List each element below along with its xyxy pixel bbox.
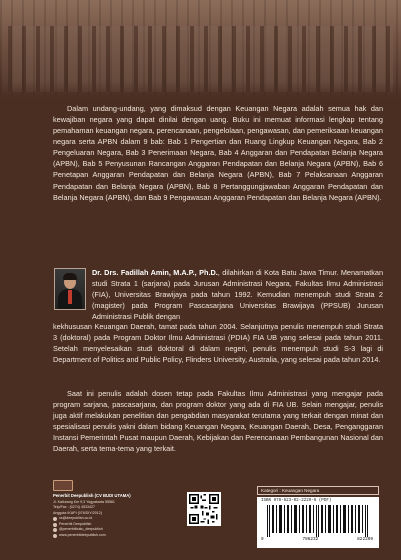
author-name: Dr. Drs. Fadillah Amin, M.A.P., Ph.D.: [92, 268, 218, 277]
author-bio-intro-text: , dilahirkan di Kota Batu Jawa Timur. Menamatkan studi Strata 1 (sarjana) pada Jurusan Administrasi Negara, Fakultas Ilmu Administrasi (FIA), Universitas Brawijaya pada tahun 1992. Kemudian menempuh studi Strata 2 (magister) pada Program Pascasarjana Universitas Brawijaya (PPSUB) Jurusan Administrasi Publik dengan: [92, 268, 384, 322]
author-tie: [68, 290, 72, 304]
publisher-name: Penerbit Deepublish (CV BUDI UTAMA): [53, 493, 131, 498]
photo-fade: [0, 82, 401, 100]
qr-code: [187, 492, 221, 526]
category-label: Kategori : Keuangan Negara: [257, 486, 379, 495]
email-icon: [53, 517, 57, 521]
publisher-logo: [53, 480, 73, 491]
author-hair: [63, 273, 77, 280]
publisher-address: Jl. Kaliurang Km 9,3 Yogyakarta 55581: [53, 499, 115, 504]
qr-code-graphic: [189, 494, 219, 524]
publisher-phone: Telp/Fax : (0274) 4533427: [53, 505, 95, 510]
cover-background-photo: [0, 0, 401, 100]
publisher-instagram[interactable]: @penerbitbuku_deepublish: [59, 527, 103, 532]
publisher-email[interactable]: cs@deepublish.co.id: [59, 516, 93, 521]
barcode-digits: [261, 537, 373, 542]
facebook-icon: [53, 523, 57, 527]
barcode-digit-left: 9: [261, 537, 264, 542]
isbn-barcode-box: [257, 497, 379, 548]
isbn-number: ISBN 978-623-02-2229-6 (PDF): [261, 499, 332, 503]
instagram-icon: [53, 528, 57, 532]
globe-icon: [53, 534, 57, 538]
barcode-digits-mid: 786232: [302, 537, 319, 542]
publisher-website[interactable]: www.penerbitdeepublish.com: [59, 532, 106, 537]
publisher-member: Anggota IKAPI (076/DIY/2012): [53, 510, 102, 515]
publisher-info: [53, 480, 173, 538]
barcode: [261, 505, 373, 537]
author-photo: [54, 268, 86, 310]
author-bio-continued: kekhususan Keuangan Daerah, tamat pada tahun 2004. Selanjutnya penulis menempuh studi Strata 3 (doktoral) pada Program Doktor Ilmu Administrasi (PDIA) FIA UB yang selesai pada tahun 2011. Setelah menyelesaikan studi doktoral di dalam negeri, penulis menempuh studi S-3 lagi di Department of Politics and Public Policy, Flinders University, Australia, yang selesai pada tahun 2014.: [53, 322, 383, 365]
book-synopsis: Dalam undang-undang, yang dimaksud dengan Keuangan Negara adalah semua hak dan kewajiban negara yang dapat dinilai dengan uang. Buku ini memuat informasi lengkap tentang pemahaman keuangan negara, perencanaan, pengelolaan, pengawasan, dan pemeriksaan keuangan negara serta APBN dalam 9 bab: Bab 1 Pengertian dan Ruang Lingkup Keuangan Negara, Bab 2 Pengeluaran Negara, Bab 3 Penerimaan Negara, Bab 4 Anggaran dan Pendapatan Belanja Negara (APBN), Bab 5 Penyusunan Rancangan Anggaran Pendapatan dan Belanja Negara (APBN), Bab 6 Penetapan Anggaran Pendapatan dan Belanja Negara (APBN), Bab 7 Pelaksanaan Anggaran Pendapatan dan Belanja Negara (APBN), Bab 8 Pertanggungjawaban Anggaran Pendapatan dan Belanja Negara (APBN), dan Bab 9 Pengawasan Anggaran Pendapatan dan Belanja Negara (APBN).: [53, 104, 383, 202]
author-bio-intro: [92, 267, 383, 322]
barcode-graphic: [261, 505, 373, 537]
publisher-facebook[interactable]: Penerbit Deepublish: [59, 521, 92, 526]
author-bio-current: Saat ini penulis adalah dosen tetap pada Fakultas Ilmu Administrasi yang mengajar pada program sarjana, pascasarjana, dan program doktor yang ada di FIA UB. Selain mengajar, penulis juga aktif melakukan penelitian dan pengabdian masyarakat terutama yang terkait dengan minat dan spesialisasi penulis yakni dalam bidang Keuangan Negara, Keuangan Daerah, Desa, Penganggaran Instansi Pemerintah Pusat maupun Daerah, Kebijakan dan Perencanaan Pembangunan Nasional dan Daerah, serta tema-tema yang terkait.: [53, 389, 383, 454]
barcode-digits-right: 822209: [357, 537, 373, 542]
publisher-website-row: [53, 533, 173, 539]
